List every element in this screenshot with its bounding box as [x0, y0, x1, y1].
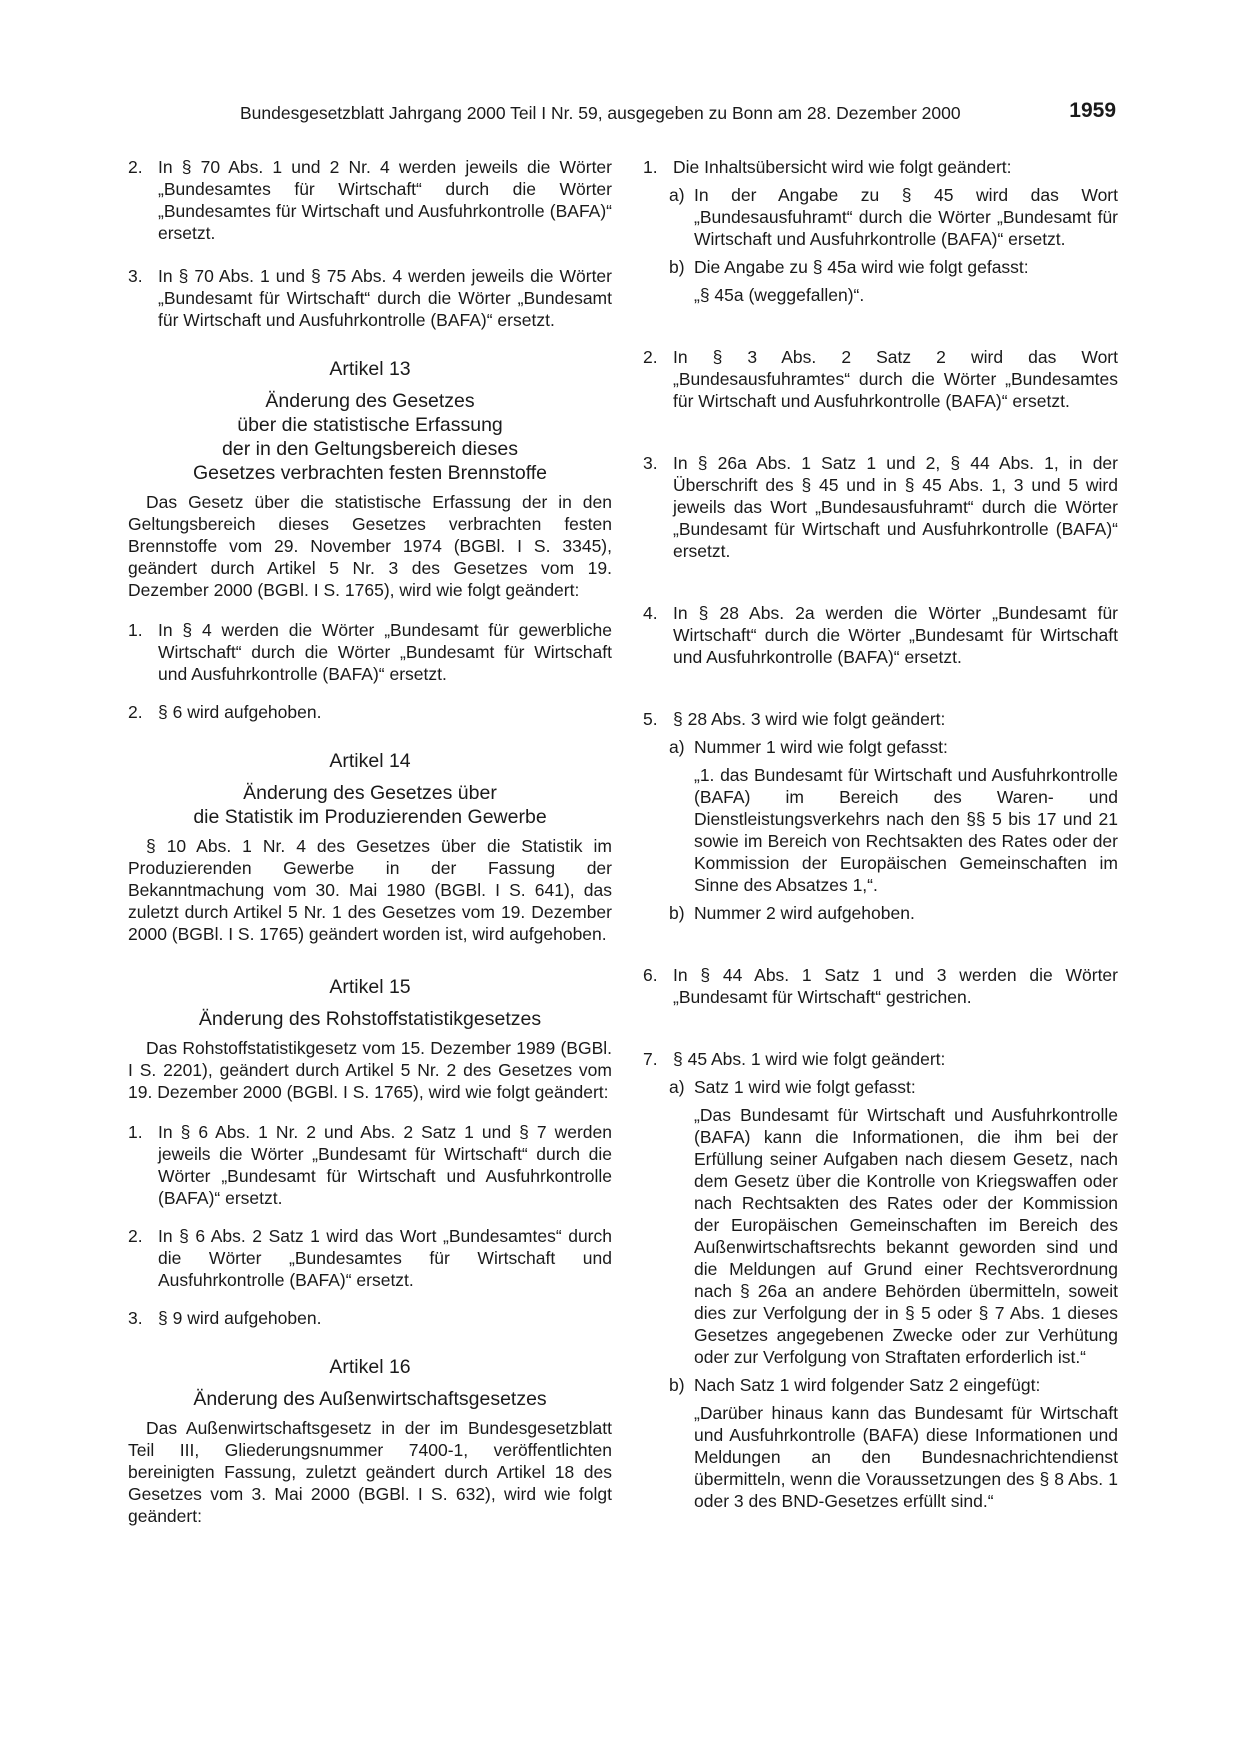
quoted-text: „Darüber hinaus kann das Bundesamt für Wirtschaft und Ausfuhrkontrolle (BAFA) diese Informationen und Meldungen an den Bundesnachrichtendienst übermitteln, wenn die Voraussetzungen des § 8 Abs. 1 oder 3 des BND-Gesetzes erfüllt sind.“ [694, 1403, 1118, 1511]
list-item [128, 265, 612, 331]
sub-item-text: In der Angabe zu § 45 wird das Wort „Bundesausfuhramt“ durch die Wörter „Bundesamt für Wirtschaft und Ausfuhrkontrolle (BAFA)“ ersetzt. [694, 185, 1118, 249]
sub-item-label: b) [669, 1375, 685, 1395]
heading-line: Änderung des Außenwirtschaftsgesetzes [193, 1388, 547, 1410]
article-title: Artikel 15 [329, 976, 411, 998]
sub-item-label: b) [669, 903, 685, 923]
item-text: In § 26a Abs. 1 Satz 1 und 2, § 44 Abs. 1, in der Überschrift des § 45 und in § 45 Abs. 1, 3 und 5 wird jeweils das Wort „Bundesausfuhramt“ durch die Wörter „Bundesamt für Wirtschaft und Ausfuhrkontrolle (BAFA)“ ersetzt. [673, 453, 1118, 561]
quoted-text: „Das Bundesamt für Wirtschaft und Ausfuhrkontrolle (BAFA) kann die Informationen, die ihm bei der Erfüllung seiner Aufgaben nach diesem Gesetz, nach dem Gesetz über die Kontrolle von Kriegswaffen oder nach Rechtsakten des Rates oder der Kommission der Europäischen Gemeinschaften im Bereich des Außenwirtschaftsrechts bekannt geworden sind und die Meldungen auf Grund einer Rechtsverordnung nach § 26a an andere Behörden übermitteln, soweit dies zur Verfolgung der in § 5 oder § 7 Abs. 1 dieses Gesetzes angegebenen Zwecke oder zur Verhütung oder zur Verfolgung von Straftaten erforderlich ist.“ [694, 1105, 1118, 1367]
item-text: In § 70 Abs. 1 und 2 Nr. 4 werden jeweils die Wörter „Bundesamtes für Wirtschaft“ durch die Wörter „Bundesamtes für Wirtschaft und Ausfuhrkontrolle (BAFA)“ ersetzt. [158, 157, 612, 243]
sub-item [669, 1374, 1118, 1396]
item-number: 1. [128, 1122, 143, 1142]
right-column [643, 156, 1118, 1512]
item-number: 6. [643, 965, 658, 985]
gazette-title: Bundesgesetzblatt Jahrgang 2000 Teil I Nr. 59, ausgegeben zu Bonn am 28. Dezember 2000 [240, 103, 961, 123]
list-item [643, 602, 1118, 668]
heading-line: Änderung des Gesetzes über [243, 782, 497, 804]
sub-item-text: Nach Satz 1 wird folgender Satz 2 eingefügt: [694, 1375, 1041, 1395]
list-item [643, 346, 1118, 412]
sub-item [669, 256, 1118, 278]
article-intro: Das Rohstoffstatistikgesetz vom 15. Dezember 1989 (BGBl. I S. 2201), geändert durch Artikel 5 Nr. 2 des Gesetzes vom 19. Dezember 2000 (BGBl. I S. 1765), wird wie folgt geändert: [128, 1038, 612, 1102]
article-title: Artikel 14 [329, 750, 411, 772]
article-heading [128, 389, 612, 485]
item-text: § 6 wird aufgehoben. [158, 702, 322, 722]
item-number: 2. [643, 347, 658, 367]
item-number: 5. [643, 709, 658, 729]
item-number: 3. [128, 266, 143, 286]
item-text: § 9 wird aufgehoben. [158, 1308, 322, 1328]
list-item [643, 708, 1118, 730]
quoted-text: „§ 45a (weggefallen)“. [694, 285, 865, 305]
sub-item [669, 1076, 1118, 1098]
article-intro: Das Gesetz über die statistische Erfassung der in den Geltungsbereich dieses Gesetzes verbrachten festen Brennstoffe vom 29. November 1974 (BGBl. I S. 3345), geändert durch Artikel 5 Nr. 3 des Gesetzes vom 19. Dezember 2000 (BGBl. I S. 1765), wird wie folgt geändert: [128, 492, 612, 600]
article-title: Artikel 13 [329, 358, 411, 380]
item-number: 3. [128, 1308, 143, 1328]
sub-item-text: Satz 1 wird wie folgt gefasst: [694, 1077, 916, 1097]
heading-line: Gesetzes verbrachten festen Brennstoffe [192, 462, 548, 484]
item-text: Die Inhaltsübersicht wird wie folgt geändert: [673, 157, 1012, 177]
item-text: In § 4 werden die Wörter „Bundesamt für gewerbliche Wirtschaft“ durch die Wörter „Bundesamt für Wirtschaft und Ausfuhrkontrolle (BAFA)“ ersetzt. [158, 620, 612, 684]
page-header [240, 100, 1116, 126]
item-number: 2. [128, 1226, 143, 1246]
list-item [128, 619, 612, 685]
heading-line: der in den Geltungsbereich dieses [222, 438, 518, 460]
article-intro: Das Außenwirtschaftsgesetz in der im Bundesgesetzblatt Teil III, Gliederungsnummer 7400-1, veröffentlichten bereinigten Fassung, zuletzt geändert durch Artikel 18 des Gesetzes vom 3. Mai 2000 (BGBl. I S. 632), wird wie folgt geändert: [128, 1418, 612, 1526]
sub-item [669, 902, 1118, 924]
heading-line: über die statistische Erfassung [237, 414, 503, 436]
list-item [128, 1121, 612, 1209]
list-item [643, 452, 1118, 562]
item-number: 1. [643, 157, 658, 177]
item-text: In § 44 Abs. 1 Satz 1 und 3 werden die Wörter „Bundesamt für Wirtschaft“ gestrichen. [673, 965, 1118, 1007]
item-text: In § 28 Abs. 2a werden die Wörter „Bundesamt für Wirtschaft“ durch die Wörter „Bundesamt für Wirtschaft und Ausfuhrkontrolle (BAFA)“ ersetzt. [673, 603, 1118, 667]
list-item [643, 156, 1118, 178]
heading-line: die Statistik im Produzierenden Gewerbe [193, 806, 547, 828]
heading-line: Änderung des Gesetzes [265, 390, 475, 412]
article-text: § 10 Abs. 1 Nr. 4 des Gesetzes über die Statistik im Produzierenden Gewerbe in der Fassung der Bekanntmachung vom 30. Mai 1980 (BGBl. I S. 641), das zuletzt durch Artikel 5 Nr. 1 des Gesetzes vom 19. Dezember 2000 (BGBl. I S. 1765) geändert worden ist, wird aufgehoben. [128, 836, 612, 944]
sub-item-label: a) [669, 1077, 685, 1097]
article-heading [128, 1387, 612, 1411]
item-text: In § 6 Abs. 1 Nr. 2 und Abs. 2 Satz 1 und § 7 werden jeweils die Wörter „Bundesamt für Wirtschaft“ durch die Wörter „Bundesamt für Wirtschaft und Ausfuhrkontrolle (BAFA)“ ersetzt. [158, 1122, 612, 1208]
list-item [128, 701, 612, 723]
sub-item-label: a) [669, 737, 685, 757]
item-number: 7. [643, 1049, 658, 1069]
left-column [128, 156, 612, 1527]
list-item [643, 964, 1118, 1008]
item-text: In § 6 Abs. 2 Satz 1 wird das Wort „Bundesamtes“ durch die Wörter „Bundesamtes für Wirtschaft und Ausfuhrkontrolle (BAFA)“ ersetzt. [158, 1226, 612, 1290]
sub-item [669, 184, 1118, 250]
list-item [643, 1048, 1118, 1070]
item-text: In § 70 Abs. 1 und § 75 Abs. 4 werden jeweils die Wörter „Bundesamt für Wirtschaft“ durch die Wörter „Bundesamt für Wirtschaft und Ausfuhrkontrolle (BAFA)“ ersetzt. [158, 266, 612, 330]
item-text: § 45 Abs. 1 wird wie folgt geändert: [673, 1049, 946, 1069]
item-text: § 28 Abs. 3 wird wie folgt geändert: [673, 709, 946, 729]
page-number: 1959 [1069, 99, 1116, 122]
sub-item-text: Nummer 2 wird aufgehoben. [694, 903, 915, 923]
list-item [128, 1225, 612, 1291]
item-number: 4. [643, 603, 658, 623]
item-number: 3. [643, 453, 658, 473]
item-number: 1. [128, 620, 143, 640]
article-heading [128, 1007, 612, 1031]
list-item [128, 1307, 612, 1329]
quoted-text: „1. das Bundesamt für Wirtschaft und Ausfuhrkontrolle (BAFA) im Bereich des Waren- und Dienstleistungsverkehrs nach den §§ 5 bis 17 und 21 sowie im Bereich von Rechtsakten des Rates oder der Kommission der Europäischen Gemeinschaften im Sinne des Absatzes 1,“. [694, 765, 1118, 895]
sub-item-label: b) [669, 257, 685, 277]
article-heading [128, 781, 612, 829]
item-text: In § 3 Abs. 2 Satz 2 wird das Wort „Bundesausfuhramtes“ durch die Wörter „Bundesamtes für Wirtschaft und Ausfuhrkontrolle (BAFA)“ ersetzt. [673, 347, 1118, 411]
list-item [128, 156, 612, 244]
item-number: 2. [128, 702, 143, 722]
sub-item-text: Nummer 1 wird wie folgt gefasst: [694, 737, 948, 757]
item-number: 2. [128, 157, 143, 177]
sub-item-text: Die Angabe zu § 45a wird wie folgt gefasst: [694, 257, 1029, 277]
heading-line: Änderung des Rohstoffstatistikgesetzes [198, 1008, 542, 1030]
sub-item-label: a) [669, 185, 685, 205]
sub-item [669, 736, 1118, 758]
article-title: Artikel 16 [329, 1356, 411, 1378]
